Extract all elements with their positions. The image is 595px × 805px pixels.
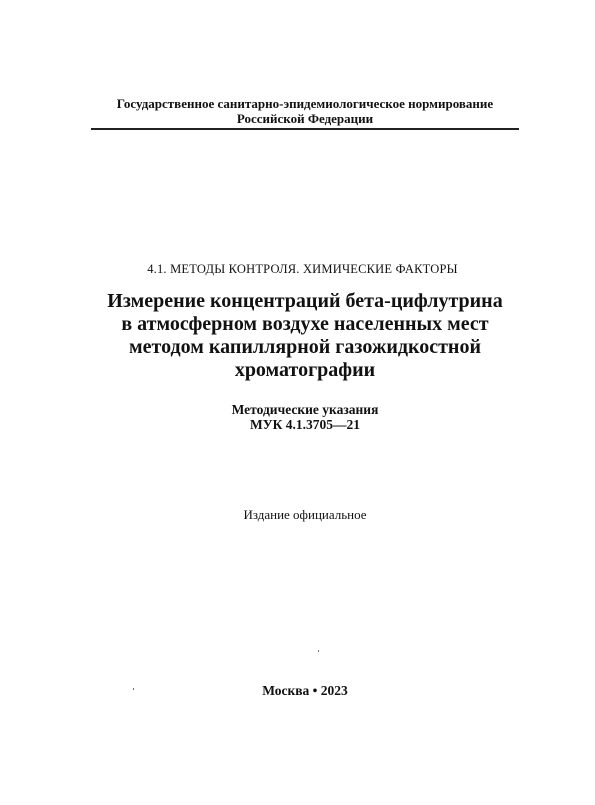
section-label: 4.1. МЕТОДЫ КОНТРОЛЯ. ХИМИЧЕСКИЕ ФАКТОРЫ bbox=[147, 262, 458, 276]
title-line-3: методом капиллярной газожидкостной bbox=[129, 336, 481, 358]
document-type: Методические указания bbox=[231, 402, 379, 417]
title-line-4: хроматографии bbox=[234, 359, 376, 381]
scan-speck bbox=[318, 650, 319, 652]
edition-note: Издание официальное bbox=[243, 507, 367, 522]
document-code: МУК 4.1.3705—21 bbox=[249, 417, 361, 432]
header-divider bbox=[91, 128, 519, 130]
issuing-authority-header bbox=[90, 96, 520, 126]
document-subtitle bbox=[150, 402, 460, 432]
scan-speck bbox=[133, 688, 134, 690]
header-line-1: Государственное санитарно-эпидемиологическое нормирование bbox=[116, 96, 494, 111]
title-line-2: в атмосферном воздухе населенных мест bbox=[121, 313, 489, 335]
document-title bbox=[70, 290, 540, 382]
title-line-1: Измерение концентраций бета-цифлутрина bbox=[107, 290, 503, 312]
header-line-2: Российской Федерации bbox=[236, 111, 374, 126]
imprint-city-year: Москва • 2023 bbox=[262, 683, 348, 698]
